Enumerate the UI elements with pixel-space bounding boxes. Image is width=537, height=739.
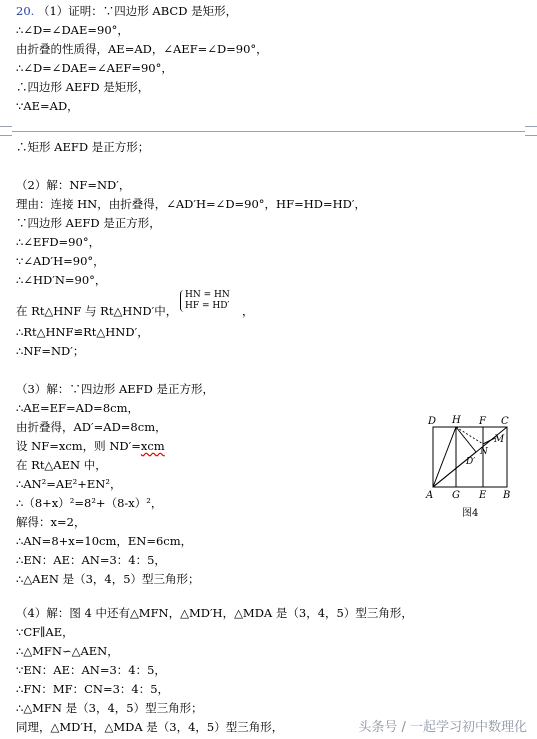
- proof-line-1: （1）证明：∵四边形 ABCD 是矩形，: [37, 4, 238, 18]
- label-c: C: [501, 416, 509, 427]
- separator-line: [12, 131, 525, 132]
- label-f: F: [479, 416, 486, 427]
- solution-line: ∴FN：MF：CN=3：4：5，: [16, 682, 170, 696]
- solution-line: ∴AN=8+x=10cm，EN=6cm，: [16, 534, 193, 548]
- let-underlined: xcm: [140, 439, 165, 453]
- solution-line: ∴AE=EF=AD=8cm，: [16, 401, 139, 415]
- solution-line: ∴∠HD′N=90°，: [16, 273, 107, 287]
- congruence-setup-line: [16, 304, 177, 318]
- label-n: N: [480, 447, 488, 457]
- watermark: 头条号 / 一起学习初中数理化: [358, 720, 527, 735]
- solution-line: 由折叠得，AD′=AD=8cm，: [16, 420, 167, 434]
- label-b: B: [503, 490, 511, 501]
- system-row-2: HF = HD′: [185, 301, 230, 311]
- proof-line: ∴四边形 AEFD 是矩形，: [16, 80, 150, 94]
- figure-4-diagram: [420, 412, 520, 524]
- proof-line: 由折叠的性质得，AE=AD，∠AEF=∠D=90°，: [16, 42, 268, 56]
- solution-line: ∵∠AD′H=90°，: [16, 254, 105, 268]
- label-h: H: [452, 415, 461, 426]
- solution-line: 理由：连接 HN，由折叠得，∠AD′H=∠D=90°，HF=HD=HD′，: [16, 197, 366, 211]
- solution-line: （2）解：NF=ND′，: [16, 178, 131, 192]
- label-d: D: [428, 416, 437, 427]
- solution-line: ∴AN²=AE²+EN²，: [16, 477, 122, 491]
- label-e: E: [479, 490, 487, 501]
- page-break-separator: [0, 123, 537, 135]
- let-line: [16, 439, 165, 453]
- let-prefix: 设 NF=xcm，则 ND′=: [16, 439, 141, 453]
- equation-system: [180, 290, 230, 312]
- dashed-hn: [456, 427, 483, 444]
- problem-heading: [16, 4, 237, 18]
- solution-line: ∵CF∥AE，: [16, 625, 74, 639]
- figure-4: [420, 412, 520, 527]
- proof-line: ∴∠D=∠DAE=90°，: [16, 23, 129, 37]
- label-a: A: [426, 490, 434, 501]
- solution-line: ∵四边形 AEFD 是正方形，: [16, 216, 161, 230]
- solution-line: ∴Rt△HNF≌Rt△HND′，: [16, 325, 149, 339]
- label-d-prime: D′: [466, 457, 476, 467]
- solution-line: 在 Rt△AEN 中，: [16, 458, 107, 472]
- proof-line: ∴∠D=∠DAE=∠AEF=90°，: [16, 61, 173, 75]
- system-row-1: HN = HN: [185, 290, 230, 300]
- problem-number: 20.: [16, 4, 35, 18]
- solution-line: ∴△MFN∽△AEN，: [16, 644, 119, 658]
- solution-line: ∴EN：AE：AN=3：4：5，: [16, 553, 166, 567]
- solution-line: 同理，△MD′H，△MDA 是（3，4，5）型三角形，: [16, 720, 284, 734]
- proof-line: ∴矩形 AEFD 是正方形；: [16, 140, 150, 154]
- segment-hd-prime: [456, 427, 476, 452]
- figure-caption: 图4: [462, 508, 479, 519]
- congruence-suffix: ，: [242, 304, 254, 318]
- separator-left-marker: [0, 126, 12, 136]
- solution-line: ∴∠EFD=90°，: [16, 235, 101, 249]
- separator-right-marker: [525, 126, 537, 136]
- solution-line: ∵EN：AE：AN=3：4：5，: [16, 663, 166, 677]
- solution-line: （3）解：∵四边形 AEFD 是正方形，: [16, 382, 215, 396]
- solution-line: ∴（8+x）²=8²+（8-x）²，: [16, 496, 163, 510]
- label-m: M: [494, 434, 505, 445]
- solution-line: ∴NF=ND′；: [16, 344, 85, 358]
- proof-line: ∵AE=AD，: [16, 99, 79, 113]
- congruence-prefix: 在 Rt△HNF 与 Rt△HND′中，: [16, 304, 178, 318]
- solution-line: ∴△AEN 是（3，4，5）型三角形；: [16, 572, 200, 586]
- solution-line: （4）解：图 4 中还有△MFN，△MD′H，△MDA 是（3，4，5）型三角形，: [16, 606, 413, 620]
- solution-line: ∴△MFN 是（3，4，5）型三角形；: [16, 701, 203, 715]
- solution-line: 解得：x=2，: [16, 515, 86, 529]
- label-g: G: [452, 490, 460, 501]
